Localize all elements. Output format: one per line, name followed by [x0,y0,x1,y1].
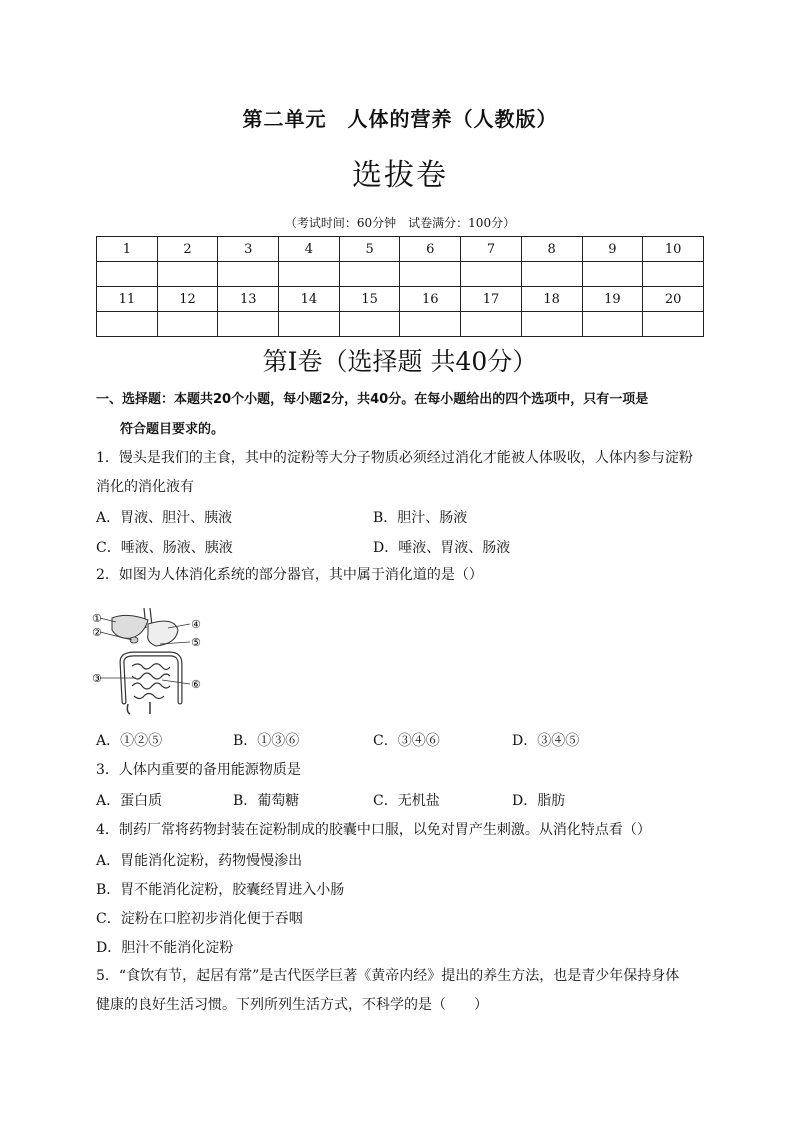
diagram-label-4: ④ [191,618,201,631]
q3-stem: 3．人体内重要的备用能源物质是 [96,762,301,778]
grid-number: 10 [643,237,704,262]
q1-option-d[interactable]: D．唾液、胃液、肠液 [373,540,511,556]
answer-cell[interactable] [97,312,158,337]
q3-option-b[interactable]: B．葡萄糖 [233,793,300,809]
answer-cell[interactable] [521,262,582,287]
grid-number: 5 [339,237,400,262]
diagram-label-2: ② [92,626,102,639]
grid-number: 17 [461,287,522,312]
grid-number: 19 [582,287,643,312]
answer-cell[interactable] [582,312,643,337]
q2-option-b[interactable]: B．①③⑥ [233,733,300,749]
q2-option-a[interactable]: A．①②⑤ [96,733,163,749]
digestive-system-diagram [92,606,212,718]
answer-grid-blank-row-1 [97,262,704,287]
answer-cell[interactable] [582,262,643,287]
answer-cell[interactable] [643,312,704,337]
answer-grid [96,236,704,337]
answer-cell[interactable] [218,312,279,337]
q3-option-a[interactable]: A．蛋白质 [96,793,163,809]
diagram-label-5: ⑤ [191,636,201,649]
q2-option-c[interactable]: C．③④⑥ [373,733,440,749]
answer-cell[interactable] [157,262,218,287]
q1-option-c[interactable]: C．唾液、肠液、胰液 [96,540,233,556]
answer-cell[interactable] [279,262,340,287]
q4-option-a[interactable]: A．胃能消化淀粉，药物慢慢渗出 [96,853,303,869]
q3-option-c[interactable]: C．无机盐 [373,793,440,809]
q1-option-b[interactable]: B．胆汁、肠液 [373,510,468,526]
answer-grid-header-row-2 [97,287,704,312]
answer-cell[interactable] [339,262,400,287]
answer-cell[interactable] [521,312,582,337]
grid-number: 6 [400,237,461,262]
diagram-label-3: ③ [92,672,102,685]
q5-stem-line2: 健康的良好生活习惯。下列所列生活方式，不科学的是（ ） [96,997,488,1013]
grid-number: 16 [400,287,461,312]
grid-number: 2 [157,237,218,262]
grid-number: 14 [279,287,340,312]
grid-number: 13 [218,287,279,312]
grid-number: 7 [461,237,522,262]
grid-number: 18 [521,287,582,312]
answer-grid-blank-row-2 [97,312,704,337]
page-title: 第二单元 人体的营养（人教版） [242,107,558,131]
q2-option-d[interactable]: D．③④⑤ [512,733,580,749]
answer-cell[interactable] [339,312,400,337]
grid-number: 8 [521,237,582,262]
answer-cell[interactable] [157,312,218,337]
answer-cell[interactable] [97,262,158,287]
grid-number: 1 [97,237,158,262]
q4-option-d[interactable]: D．胆汁不能消化淀粉 [96,940,234,956]
exam-info: （考试时间：60分钟 试卷满分：100分） [284,216,516,230]
section-title: 第Ⅰ卷（选择题 共40分） [262,347,538,376]
grid-number: 15 [339,287,400,312]
grid-number: 3 [218,237,279,262]
q1-stem-line1: 1．馒头是我们的主食，其中的淀粉等大分子物质必须经过消化才能被人体吸收，人体内参与淀粉 [96,450,693,466]
q2-stem: 2．如图为人体消化系统的部分器官，其中属于消化道的是（） [96,567,483,583]
grid-number: 20 [643,287,704,312]
grid-number: 12 [157,287,218,312]
q4-stem: 4．制药厂常将药物封装在淀粉制成的胶囊中口服，以免对胃产生刺激。从消化特点看（） [96,822,651,838]
answer-cell[interactable] [461,312,522,337]
section-instruction-line1: 一、选择题：本题共20个小题，每小题2分，共40分。在每小题给出的四个选项中，只有一项是 [96,392,649,407]
q5-stem-line1: 5．“食饮有节，起居有常”是古代医学巨著《黄帝内经》提出的养生方法，也是青少年保持身体 [96,968,680,984]
answer-cell[interactable] [400,262,461,287]
q3-option-d[interactable]: D．脂肪 [512,793,566,809]
q4-option-c[interactable]: C．淀粉在口腔初步消化便于吞咽 [96,911,303,927]
answer-cell[interactable] [643,262,704,287]
answer-grid-header-row-1 [97,237,704,262]
grid-number: 9 [582,237,643,262]
q1-stem-line2: 消化的消化液有 [96,479,194,495]
answer-cell[interactable] [461,262,522,287]
diagram-label-6: ⑥ [191,678,201,691]
section-instruction-line2: 符合题目要求的。 [120,422,225,437]
diagram-label-1: ① [92,612,102,625]
q1-option-a[interactable]: A．胃液、胆汁、胰液 [96,510,233,526]
q4-option-b[interactable]: B．胃不能消化淀粉，胶囊经胃进入小肠 [96,882,345,898]
grid-number: 11 [97,287,158,312]
answer-cell[interactable] [279,312,340,337]
page-subtitle: 选拔卷 [352,158,448,193]
grid-number: 4 [279,237,340,262]
answer-cell[interactable] [218,262,279,287]
answer-cell[interactable] [400,312,461,337]
